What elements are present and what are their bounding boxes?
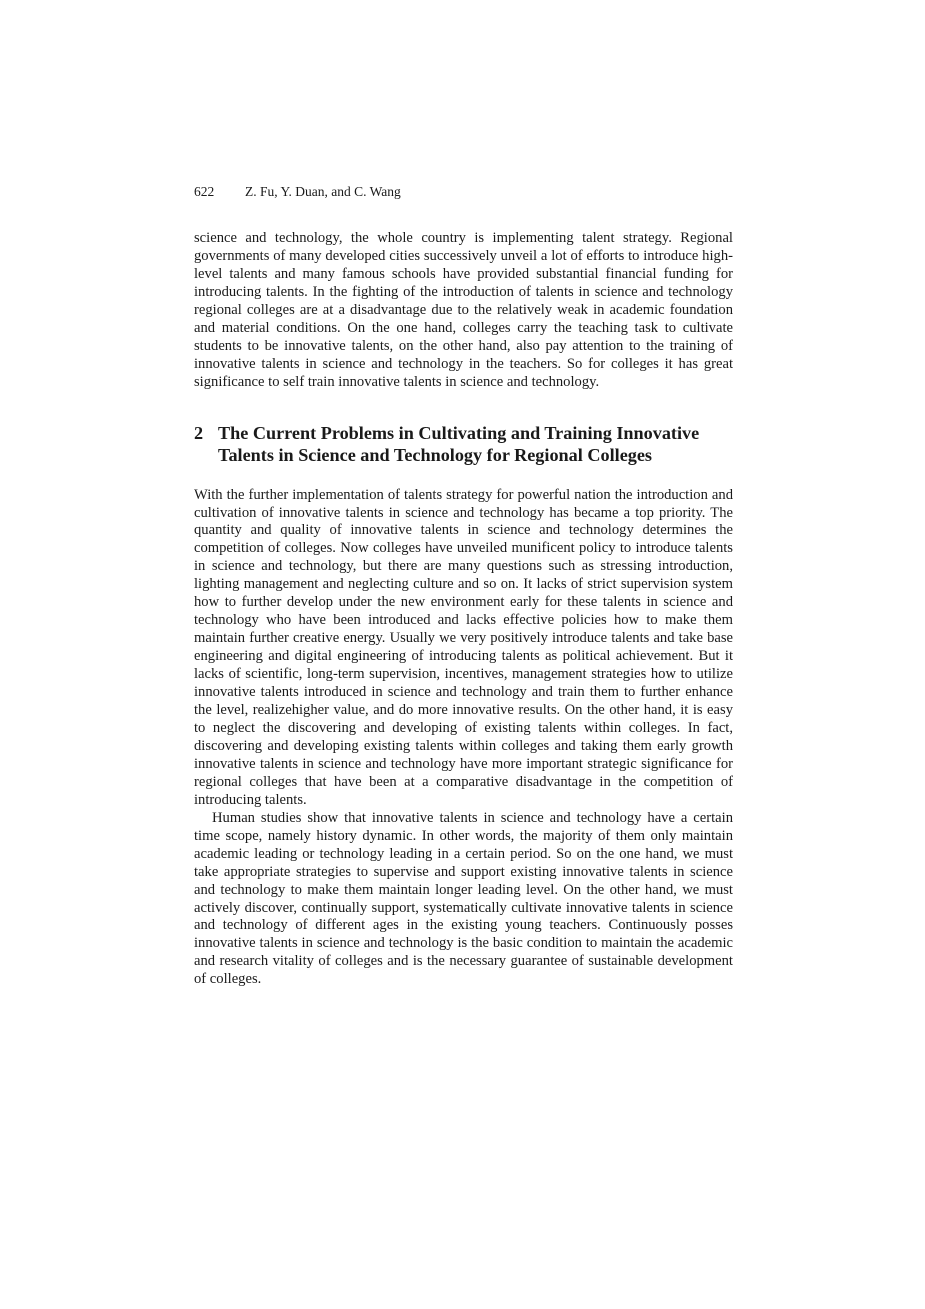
document-page [194, 183, 733, 989]
body-paragraph: science and technology, the whole country is implementing talent strategy. Regional governments of many developed cities successively unveil a lot of efforts to introduce high-level talents and many famous schools have provided substantial financial funding for introducing talents. In the fighting of the introduction of talents in science and technology regional colleges are at a disadvantage due to the relatively weak in academic foundation and material conditions. On the one hand, colleges carry the teaching task to cultivate students to be innovative talents, on the other hand, also pay attention to the training of innovative talents in science and technology in the teachers. So for colleges it has great significance to self train innovative talents in science and technology. [194, 230, 733, 390]
section-number: 2 [194, 422, 204, 443]
body-paragraph: With the further implementation of talents strategy for powerful nation the introduction and cultivation of innovative talents in science and technology has became a top priority. The quantity and quality of innovative talents in science and technology determines the competition of colleges. Now colleges have unveiled munificent policy to introduce talents in science and technology, but there are many questions such as stressing introduction, lighting management and neglecting culture and so on. It lacks of strict supervision system how to further develop under the new environment early for these talents in science and technology who have been introduced and lacks effective policies how to make them maintain further creative energy. Usually we very positively introduce talents and take base engineering and digital engineering of introducing talents as political achievement. But it lacks of scientific, long-term supervision, incentives, management strategies how to utilize innovative talents introduced in science and technology and train them to further enhance the level, realizehigher value, and do more innovative results. On the other hand, it is easy to neglect the discovering and developing of existing talents within colleges. In fact, discovering and developing existing talents within colleges and taking them early growth innovative talents in science and technology have more important strategic significance for regional colleges that have been at a comparative disadvantage in the competition of introducing talents. [194, 486, 733, 808]
page-number: 622 [194, 184, 215, 199]
section-heading [194, 422, 733, 466]
running-head-authors: Z. Fu, Y. Duan, and C. Wang [245, 184, 401, 199]
section-title: The Current Problems in Cultivating and Training Innovative Talents in Science and Technology for Regional Colleges [218, 422, 700, 465]
body-paragraph: Human studies show that innovative talents in science and technology have a certain time scope, namely history dynamic. In other words, the majority of them only maintain academic leading or technology leading in a certain period. So on the one hand, we must take appropriate strategies to supervise and support existing innovative talents in science and technology to make them maintain longer leading level. On the other hand, we must actively discover, continually support, systematically cultivate innovative talents in science and technology of different ages in the existing young teachers. Continuously posses innovative talents in science and technology is the basic condition to maintain the academic and research vitality of colleges and is the necessary guarantee of sustainable development of colleges. [194, 809, 733, 988]
running-head [194, 183, 733, 201]
